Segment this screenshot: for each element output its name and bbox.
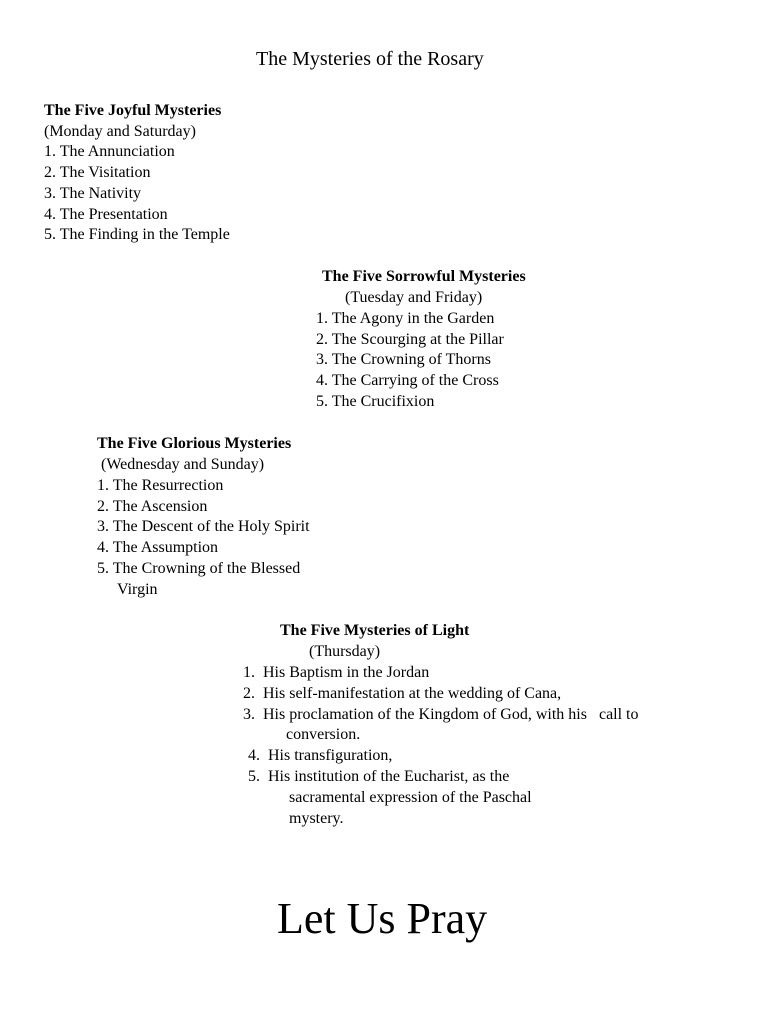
light-item-3: 3. His proclamation of the Kingdom of God, with his call to	[243, 706, 639, 723]
light-days: (Thursday)	[309, 643, 381, 660]
light-item-3-continued: conversion.	[286, 726, 361, 743]
joyful-item-3: 3. The Nativity	[44, 184, 142, 202]
glorious-days: (Wednesday and Sunday)	[101, 456, 265, 473]
joyful-item-2: 2. The Visitation	[44, 164, 151, 182]
joyful-days: (Monday and Saturday)	[44, 122, 196, 140]
light-item-1: 1. His Baptism in the Jordan	[243, 664, 430, 681]
glorious-item-5: 5. The Crowning of the Blessed	[97, 559, 301, 577]
glorious-item-4: 4. The Assumption	[97, 539, 219, 557]
closing-text: Let Us Pray	[277, 894, 488, 943]
sorrowful-item-2: 2. The Scourging at the Pillar	[316, 330, 504, 348]
light-item-5-continued: sacramental expression of the Paschal	[289, 789, 532, 806]
glorious-item-2: 2. The Ascension	[97, 497, 208, 515]
light-item-4: 4. His transfiguration,	[248, 747, 393, 764]
glorious-item-5-continued: Virgin	[117, 580, 158, 598]
sorrowful-heading: The Five Sorrowful Mysteries	[322, 268, 526, 285]
glorious-item-3: 3. The Descent of the Holy Spirit	[97, 518, 310, 536]
sorrowful-days: (Tuesday and Friday)	[345, 289, 483, 306]
page-title: The Mysteries of the Rosary	[256, 48, 484, 70]
joyful-item-4: 4. The Presentation	[44, 205, 168, 223]
glorious-mysteries-list	[97, 476, 310, 600]
light-item-2: 2. His self-manifestation at the wedding of Cana,	[243, 685, 562, 702]
joyful-mysteries-section	[44, 101, 230, 246]
sorrowful-item-1: 1. The Agony in the Garden	[316, 310, 495, 327]
light-item-5-continued-2: mystery.	[289, 810, 344, 827]
sorrowful-item-5: 5. The Crucifixion	[316, 392, 435, 410]
joyful-item-1: 1. The Annunciation	[44, 143, 175, 161]
sorrowful-item-3: 3. The Crowning of Thorns	[316, 351, 491, 369]
joyful-heading: The Five Joyful Mysteries	[44, 102, 222, 119]
sorrowful-mysteries-list	[316, 309, 504, 413]
glorious-heading: The Five Glorious Mysteries	[97, 435, 292, 452]
glorious-item-1: 1. The Resurrection	[97, 477, 224, 494]
light-item-5: 5. His institution of the Eucharist, as the	[248, 768, 510, 785]
joyful-item-5: 5. The Finding in the Temple	[44, 226, 230, 244]
sorrowful-item-4: 4. The Carrying of the Cross	[316, 372, 499, 390]
light-heading: The Five Mysteries of Light	[280, 622, 470, 639]
